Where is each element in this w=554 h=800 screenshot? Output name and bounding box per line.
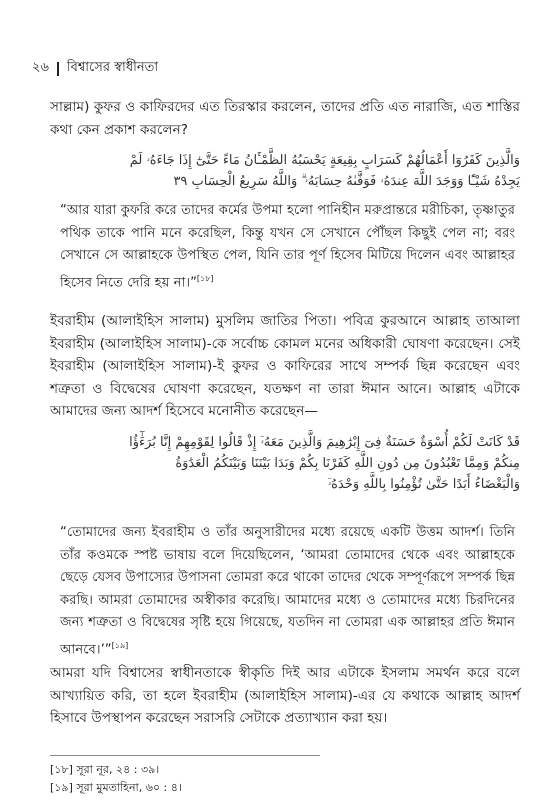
arabic-verse-2 [50,432,520,495]
footnote-divider [50,755,320,756]
arabic-verse-1 [50,150,520,192]
arabic-verse-2-line-2: مِنكُمْ وَمِمَّا تَعْبُدُونَ مِن دُونِ اللَّهِ كَفَرْنَا بِكُمْ وَبَدَا بَيْنَنَا وَبَيْنَكُمُ الْعَدَٰوَةُ [175,456,520,471]
footnote-ref-19: [১৯] [111,640,129,650]
paragraph-1: সাল্লাম) কুফর ও কাফিরদের এত তিরস্কার করলেন, তাদের প্রতি এত নারাজি, এত শাস্তির কথা কেন প্রকাশ করলেন? [50,99,520,138]
quote-2-text: “তোমাদের জন্য ইবরাহীম ও তাঁর অনুসারীদের মধ্যে রয়েছে একটি উত্তম আদর্শ। তিনি তাঁর কওমকে স্পষ্ট ভাষায় বলে দিয়েছিলেন, ‘আমরা তোমাদের থেকে এবং আল্লাহকে ছেড়ে যেসব উপাস্যের উপাসনা তোমরা করে থাকো তাদের থেকে সম্পূর্ণরূপে সম্পর্ক ছিন্ন করছি। আমরা তোমাদের অস্বীকার করেছি। আমাদের মধ্যে ও তোমাদের মধ্যে চিরদিনের জন্য শত্রুতা ও বিদ্বেষের সৃষ্টি হয়ে গিয়েছে, যতদিন না তোমরা এক আল্লাহর প্রতি ঈমান আনবে।’” [60,525,515,657]
translation-quote-1 [60,200,515,294]
paragraph-2: ইবরাহীম (আলাইহিস সালাম) মুসলিম জাতির পিতা। পবিত্র কুরআনে আল্লাহ তাআলা ইবরাহীম (আলাইহিস সালাম)-কে সর্বোচ্চ কোমল মনের অধিকারী ঘোষণা করেছেন। সেই ইবরাহীম (আলাইহিস সালাম)-ই কুফর ও কাফিরের সাথে সম্পর্ক ছিন্ন করেছেন এবং শত্রুতা ও বিদ্বেষের ঘোষণা করেছেন, যতক্ষণ না তারা ঈমান আনে। আল্লাহ এটাকে আমাদের জন্য আদর্শ হিসেবে মনোনীত করেছেন— [50,313,520,419]
footnote-ref-18: [১৮] [196,273,214,283]
footnote-19: [১৯] সূরা মুমতাহিনা, ৬০ : ৪। [50,781,182,794]
running-header [32,58,158,79]
header-divider [57,62,59,76]
arabic-verse-1-line-1: وَالَّذِينَ كَفَرُوٓا أَعْمَالُهُمْ كَسَرَابٍ بِقِيعَةٍ يَحْسَبُهُ الظَّمْـَٔانُ مَاءً حَتَّىٰٓ إِذَا جَاءَهُۥ لَمْ [129,153,520,168]
page-number: ২৬ [32,60,49,75]
translation-quote-2 [60,522,515,661]
book-title: বিশ্বাসের স্বাধীনতা [66,60,159,75]
quote-1-text: “আর যারা কুফরি করে তাদের কর্মের উপমা হলো পানিহীন মরুপ্রান্তরে মরীচিকা, তৃষ্ণাতুর পথিক তাকে পানি মনে করেছিল, কিন্তু যখন সে সেখানে পৌঁছল কিছুই পেল না; বরং সেখানে সে আল্লাহকে উপস্থিত পেল, যিনি তার পূর্ণ হিসেব মিটিয়ে দিলেন এবং আল্লাহর হিসেব নিতে দেরি হয় না।” [60,203,515,290]
paragraph-3: আমরা যদি বিশ্বাসের স্বাধীনতাকে স্বীকৃতি দিই আর এটাকে ইসলাম সমর্থন করে বলে আখ্যায়িত করি, তা হলে ইবরাহীম (আলাইহিস সালাম)-এর যে কথাকে আল্লাহ আদর্শ হিসাবে উপস্থাপন করেছেন সরাসরি সেটাকে প্রত্যাখ্যান করা হয়। [50,665,520,726]
arabic-verse-2-line-1: قَدْ كَانَتْ لَكُمْ أُسْوَةٌ حَسَنَةٌ فِىٓ إِبْرَٰهِيمَ وَالَّذِينَ مَعَهُۥٓ إِذْ قَالُوا لِقَوْمِهِمْ إِنَّا بُرَءَٰٓؤُا [129,435,520,450]
footnote-18: [১৮] সূরা নূর, ২৪ : ৩৯। [50,763,160,776]
arabic-verse-1-line-2: يَجِدْهُ شَيْـًٔا وَوَجَدَ اللَّهَ عِندَهُۥ فَوَفَّىٰهُ حِسَابَهُۥ ۗ وَاللَّهُ سَرِيعُ الْحِسَابِ ٣٩ [173,174,520,189]
arabic-verse-2-line-3: وَالْبَغْضَاءُ أَبَدًا حَتَّىٰ تُؤْمِنُوا بِاللَّهِ وَحْدَهُۥٓ [327,477,520,492]
